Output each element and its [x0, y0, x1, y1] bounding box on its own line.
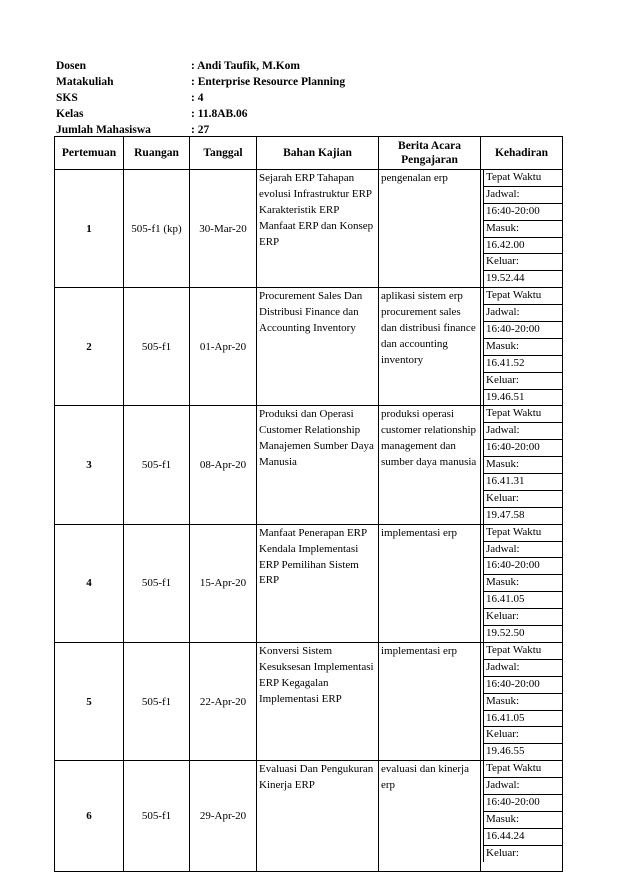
- kehadiran-line: Jadwal:: [483, 187, 562, 204]
- kehadiran-line: Masuk:: [483, 694, 562, 711]
- kehadiran-line: 16.42.00: [483, 238, 562, 255]
- info-label: Dosen: [56, 60, 87, 72]
- kehadiran-line: 16.41.31: [483, 474, 562, 491]
- header-kehadiran: Kehadiran: [481, 137, 563, 170]
- cell-bahan-kajian: Evaluasi Dan Pengukuran Kinerja ERP: [257, 761, 379, 872]
- info-value: : 4: [191, 92, 204, 104]
- cell-berita-acara: produksi operasi customer relationship management dan sumber daya manusia: [379, 406, 481, 524]
- cell-ruangan: 505-f1: [124, 642, 190, 760]
- info-value: : 27: [191, 124, 210, 136]
- header-bahan-kajian: Bahan Kajian: [257, 137, 379, 170]
- info-value: : 11.8AB.06: [191, 108, 248, 120]
- info-value: : Enterprise Resource Planning: [191, 76, 346, 88]
- cell-bahan-kajian: Procurement Sales Dan Distribusi Finance dan Accounting Inventory: [257, 288, 379, 406]
- table-header-row: [55, 137, 563, 170]
- kehadiran-line: Jadwal:: [483, 542, 562, 559]
- kehadiran-line: Jadwal:: [483, 778, 562, 795]
- table-row: [55, 642, 563, 760]
- kehadiran-line: Tepat Waktu: [483, 761, 562, 778]
- kehadiran-line: 19.46.55: [483, 744, 562, 760]
- kehadiran-line: Masuk:: [483, 575, 562, 592]
- kehadiran-line: Keluar:: [483, 609, 562, 626]
- cell-ruangan: 505-f1: [124, 406, 190, 524]
- cell-kehadiran: [481, 406, 563, 524]
- kehadiran-line: Tepat Waktu: [483, 525, 562, 542]
- cell-ruangan: 505-f1: [124, 524, 190, 642]
- cell-kehadiran: [481, 524, 563, 642]
- info-label: Kelas: [56, 108, 84, 120]
- cell-tanggal: 15-Apr-20: [190, 524, 257, 642]
- info-label: Matakuliah: [56, 76, 114, 88]
- kehadiran-line: 16:40-20:00: [483, 558, 562, 575]
- cell-pertemuan: 1: [55, 170, 124, 288]
- info-value: : Andi Taufik, M.Kom: [191, 60, 300, 72]
- kehadiran-line: Tepat Waktu: [483, 406, 562, 423]
- kehadiran-line: 19.52.50: [483, 626, 562, 642]
- kehadiran-line: 16.41.52: [483, 356, 562, 373]
- cell-tanggal: 22-Apr-20: [190, 642, 257, 760]
- cell-berita-acara: implementasi erp: [379, 642, 481, 760]
- cell-kehadiran: [481, 170, 563, 288]
- kehadiran-line: Keluar:: [483, 491, 562, 508]
- cell-bahan-kajian: Konversi Sistem Kesuksesan Implementasi ERP Kegagalan Implementasi ERP: [257, 642, 379, 760]
- kehadiran-line: 16.44.24: [483, 829, 562, 846]
- cell-pertemuan: 5: [55, 642, 124, 760]
- table-row: [55, 761, 563, 872]
- cell-berita-acara: pengenalan erp: [379, 170, 481, 288]
- kehadiran-line: 16:40-20:00: [483, 322, 562, 339]
- cell-tanggal: 30-Mar-20: [190, 170, 257, 288]
- kehadiran-line: Masuk:: [483, 339, 562, 356]
- cell-ruangan: 505-f1 (kp): [124, 170, 190, 288]
- cell-pertemuan: 2: [55, 288, 124, 406]
- cell-berita-acara: aplikasi sistem erp procurement sales dan distribusi finance dan accounting inventory: [379, 288, 481, 406]
- kehadiran-line: Keluar:: [483, 846, 562, 862]
- cell-tanggal: 01-Apr-20: [190, 288, 257, 406]
- cell-ruangan: 505-f1: [124, 288, 190, 406]
- table-row: [55, 288, 563, 406]
- table-row: [55, 524, 563, 642]
- kehadiran-line: Tepat Waktu: [483, 170, 562, 187]
- kehadiran-line: Keluar:: [483, 727, 562, 744]
- cell-ruangan: 505-f1: [124, 761, 190, 872]
- cell-bahan-kajian: Produksi dan Operasi Customer Relationship Manajemen Sumber Daya Manusia: [257, 406, 379, 524]
- header-berita-acara: Berita Acara Pengajaran: [379, 137, 481, 170]
- header-pertemuan: Pertemuan: [55, 137, 124, 170]
- table-row: [55, 406, 563, 524]
- attendance-table: [54, 136, 563, 872]
- kehadiran-line: Jadwal:: [483, 305, 562, 322]
- cell-berita-acara: evaluasi dan kinerja erp: [379, 761, 481, 872]
- kehadiran-line: 19.47.58: [483, 508, 562, 524]
- cell-pertemuan: 6: [55, 761, 124, 872]
- cell-tanggal: 29-Apr-20: [190, 761, 257, 872]
- kehadiran-line: 16:40-20:00: [483, 204, 562, 221]
- cell-bahan-kajian: Sejarah ERP Tahapan evolusi Infrastruktur ERP Karakteristik ERP Manfaat ERP dan Konsep ERP: [257, 170, 379, 288]
- table-row: [55, 170, 563, 288]
- cell-bahan-kajian: Manfaat Penerapan ERP Kendala Implementasi ERP Pemilihan Sistem ERP: [257, 524, 379, 642]
- kehadiran-line: Jadwal:: [483, 660, 562, 677]
- kehadiran-line: Tepat Waktu: [483, 288, 562, 305]
- kehadiran-line: 16.41.05: [483, 592, 562, 609]
- cell-pertemuan: 3: [55, 406, 124, 524]
- header-ruangan: Ruangan: [124, 137, 190, 170]
- cell-pertemuan: 4: [55, 524, 124, 642]
- kehadiran-line: 16:40-20:00: [483, 795, 562, 812]
- kehadiran-line: Tepat Waktu: [483, 643, 562, 660]
- kehadiran-line: 16:40-20:00: [483, 677, 562, 694]
- kehadiran-line: Keluar:: [483, 254, 562, 271]
- header-tanggal: Tanggal: [190, 137, 257, 170]
- cell-tanggal: 08-Apr-20: [190, 406, 257, 524]
- kehadiran-line: Masuk:: [483, 812, 562, 829]
- kehadiran-line: 16.41.05: [483, 711, 562, 728]
- kehadiran-line: 19.46.51: [483, 390, 562, 406]
- info-label: SKS: [56, 92, 78, 104]
- kehadiran-line: Keluar:: [483, 373, 562, 390]
- kehadiran-line: 19.52.44: [483, 271, 562, 287]
- kehadiran-line: Masuk:: [483, 457, 562, 474]
- cell-berita-acara: implementasi erp: [379, 524, 481, 642]
- kehadiran-line: Masuk:: [483, 221, 562, 238]
- cell-kehadiran: [481, 642, 563, 760]
- kehadiran-line: Jadwal:: [483, 423, 562, 440]
- cell-kehadiran: [481, 288, 563, 406]
- cell-kehadiran: [481, 761, 563, 872]
- info-label: Jumlah Mahasiswa: [56, 124, 151, 136]
- kehadiran-line: 16:40-20:00: [483, 440, 562, 457]
